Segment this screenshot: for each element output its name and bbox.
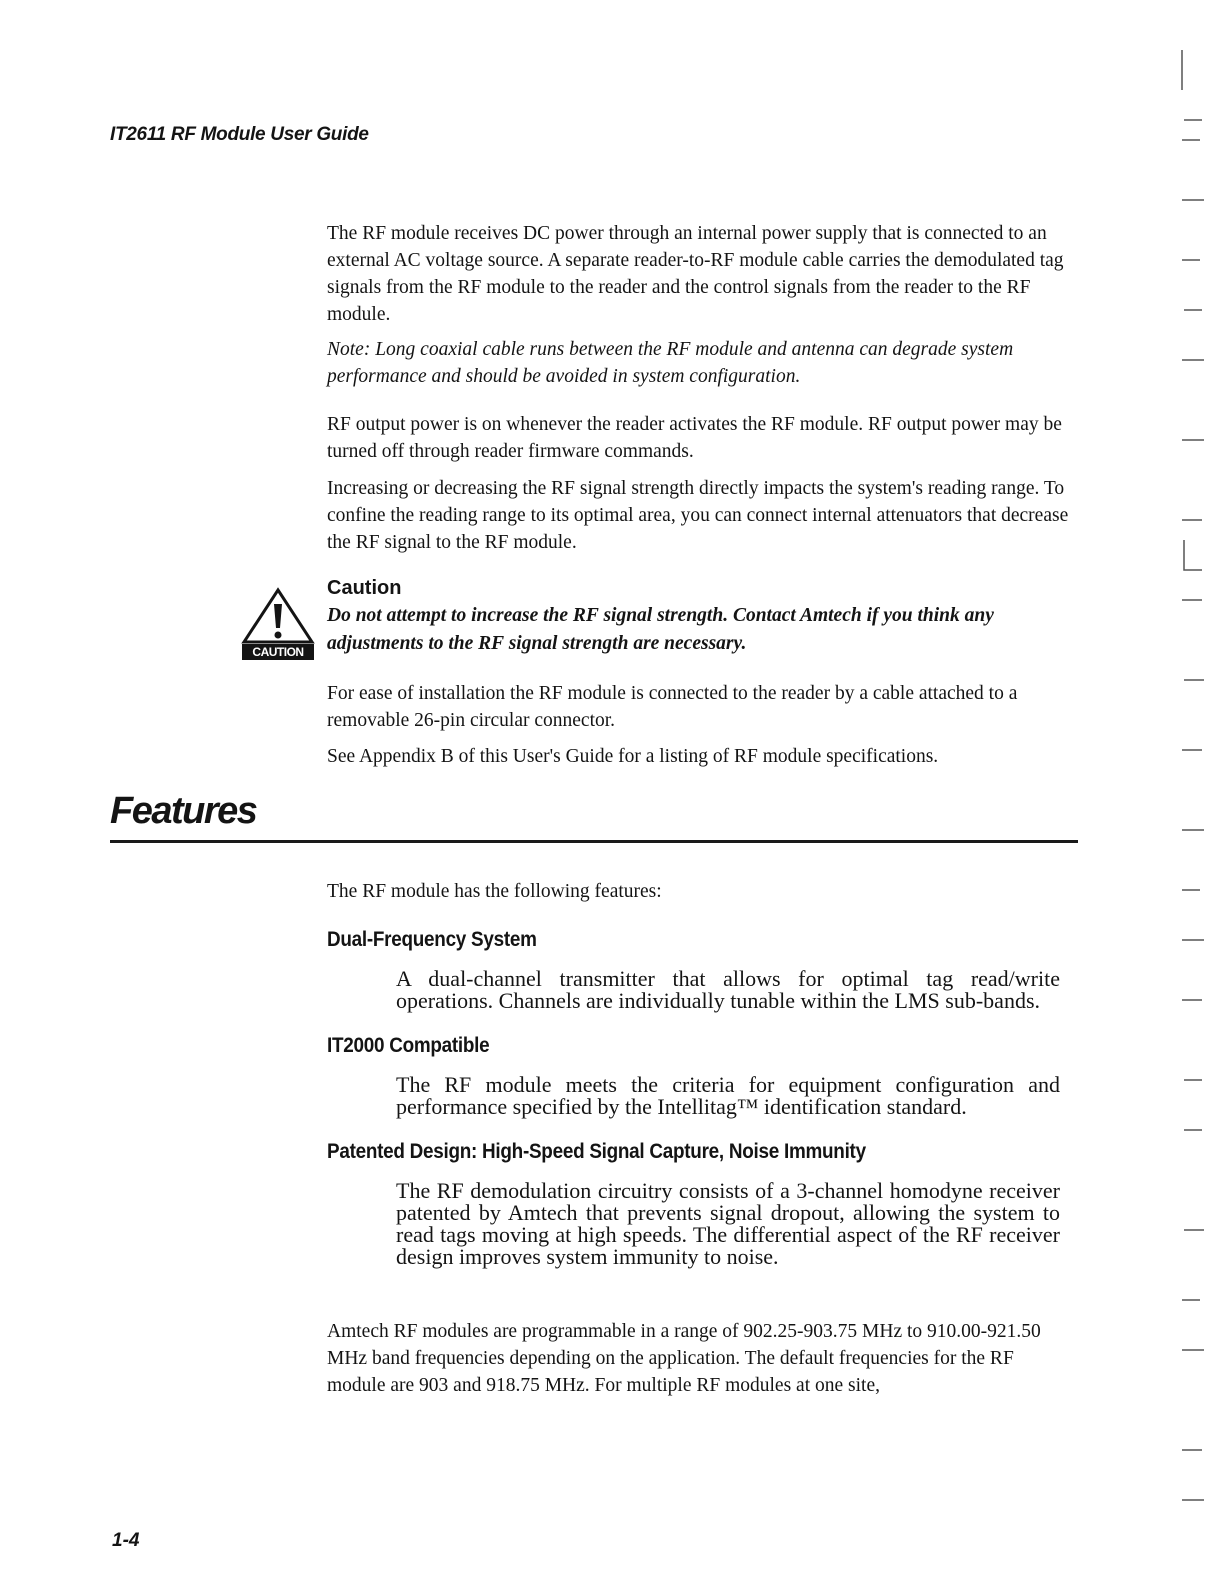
caution-text: Do not attempt to increase the RF signal strength. Contact Amtech if you think any adjustments to the RF signal strength are necessary. — [327, 605, 994, 654]
feature-body-dual-frequency: A dual-channel transmitter that allows for optimal tag read/write operations. Channels are individually tunable within the LMS sub-bands. — [396, 966, 1060, 1013]
feature-heading-it2000: IT2000 Compatible — [327, 1034, 490, 1057]
caution-icon-label: CAUTION — [252, 645, 304, 659]
coax-note: Note: Long coaxial cable runs between the RF module and antenna can degrade system performance and should be avoided in system configuration. — [327, 339, 1014, 387]
feature-heading-dual-frequency: Dual-Frequency System — [327, 928, 537, 951]
connector-paragraph: For ease of installation the RF module is connected to the reader by a cable attached to a removable 26-pin circular connector. — [327, 683, 1018, 731]
scan-edge-marks — [1170, 30, 1210, 1570]
intro-paragraph-power: The RF module receives DC power through an internal power supply that is connected to an external AC voltage source. A separate reader-to-RF module cable carries the demodulated tag signals from the RF module to the reader and the control signals from the reader to the RF module. — [327, 223, 1064, 325]
feature-heading-patented-design: Patented Design: High-Speed Signal Capture, Noise Immunity — [327, 1140, 866, 1163]
section-rule — [110, 840, 1078, 843]
running-header: IT2611 RF Module User Guide — [110, 124, 369, 145]
feature-body-it2000: The RF module meets the criteria for equipment configuration and performance specified by the Intellitag™ identification standard. — [396, 1072, 1060, 1119]
appendix-paragraph: See Appendix B of this User's Guide for a listing of RF module specifications. — [327, 746, 939, 767]
section-title-features: Features — [110, 790, 257, 832]
features-intro: The RF module has the following features: — [327, 881, 662, 902]
feature-body-patented-design: The RF demodulation circuitry consists of a 3-channel homodyne receiver patented by Amtech that prevents signal dropout, allowing the system to read tags moving at high speeds. The differential aspect of the RF receiver design improves system immunity to noise. — [396, 1178, 1060, 1269]
frequency-range-paragraph: Amtech RF modules are programmable in a range of 902.25-903.75 MHz to 910.00-921.50 MHz band frequencies depending on the application. The default frequencies for the RF module are 903 and 918.75 MHz. For multiple RF modules at one site, — [327, 1321, 1041, 1396]
page-number: 1-4 — [112, 1530, 140, 1551]
caution-heading: Caution — [327, 577, 402, 599]
intro-paragraph-signal-strength: Increasing or decreasing the RF signal strength directly impacts the system's reading range. To confine the reading range to its optimal area, you can connect internal attenuators that decrease the RF signal to the RF module. — [327, 478, 1069, 553]
caution-icon — [240, 586, 316, 662]
intro-paragraph-output-power: RF output power is on whenever the reader activates the RF module. RF output power may be turned off through reader firmware commands. — [327, 414, 1062, 462]
